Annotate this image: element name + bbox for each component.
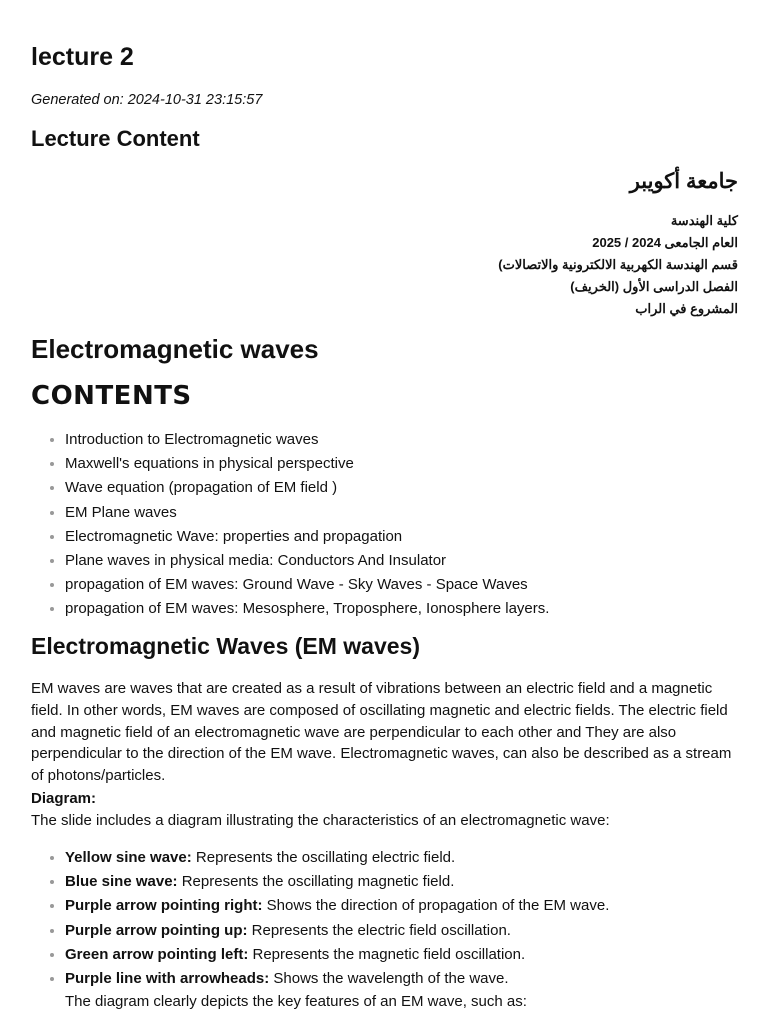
- list-item: • EM Plane waves: [65, 501, 549, 525]
- list-item: [65, 846, 609, 870]
- faculty-line: كلية الهندسة: [670, 213, 738, 228]
- contents-heading: CONTENTS: [31, 381, 192, 411]
- list-item: • propagation of EM waves: Ground Wave - Sky Waves - Space Waves: [65, 573, 549, 597]
- list-item: • propagation of EM waves: Mesosphere, Troposphere, Ionosphere layers.: [65, 597, 549, 621]
- list-item: • Wave equation (propagation of EM field ): [65, 476, 549, 500]
- list-item: [65, 894, 609, 918]
- feature-term: Yellow sine wave:: [65, 849, 192, 866]
- diagram-description: The slide includes a diagram illustrating the characteristics of an electromagnetic wave:: [31, 812, 610, 829]
- feature-desc: Shows the wavelength of the wave.: [269, 970, 509, 988]
- document-title: lecture 2: [31, 43, 134, 71]
- list-item: [65, 967, 609, 1013]
- em-description-paragraph: EM waves are waves that are created as a result of vibrations between an electric field and a magnetic field. In other words, EM waves are composed of oscillating magnetic and electric fields. The electric field and magnetic field of an electromagnetic wave are perpendicular to each other and They are also perpendicular to the direction of the EM wave. Electromagnetic waves, can also be described as a stream of photons/particles.: [31, 680, 732, 785]
- list-item: [65, 943, 609, 967]
- feature-desc: Represents the oscillating electric field.: [191, 849, 456, 866]
- diagram-features-list: [31, 846, 609, 1013]
- feature-desc: Represents the magnetic field oscillation.: [248, 945, 526, 963]
- list-item: • Plane waves in physical media: Conductors And Insulator: [65, 549, 549, 573]
- university-header: [31, 168, 738, 320]
- academic-year-line: العام الجامعى 2024 / 2025: [592, 235, 738, 250]
- list-item: • Electromagnetic Wave: properties and propagation: [65, 525, 549, 549]
- feature-desc: Represents the electric field oscillation.: [247, 921, 511, 939]
- feature-term: Purple line with arrowheads:: [65, 970, 270, 988]
- feature-term: Green arrow pointing left:: [65, 945, 249, 963]
- feature-note: The diagram clearly depicts the key features of an EM wave, such as:: [65, 993, 527, 1011]
- diagram-label: Diagram:: [31, 790, 97, 807]
- feature-desc: Shows the direction of propagation of the EM wave.: [262, 897, 610, 915]
- feature-desc: Represents the oscillating magnetic field.: [177, 873, 455, 891]
- list-item: • Maxwell's equations in physical perspective: [65, 452, 549, 476]
- contents-list: [31, 428, 549, 622]
- department-line: قسم الهندسة الكهربية الالكترونية والاتصالات): [498, 257, 738, 272]
- semester-line: الفصل الدراسى الأول (الخريف): [570, 279, 738, 294]
- feature-term: Purple arrow pointing up:: [65, 921, 248, 939]
- university-info: [31, 210, 738, 320]
- section-heading-lecture-content: Lecture Content: [31, 126, 200, 151]
- university-name: جامعة أكويبر: [629, 170, 738, 193]
- main-title: Electromagnetic waves: [31, 334, 319, 364]
- list-item: • Introduction to Electromagnetic waves: [65, 428, 549, 452]
- feature-term: Blue sine wave:: [65, 873, 178, 891]
- section-heading-em-waves: Electromagnetic Waves (EM waves): [31, 633, 421, 659]
- list-item: [65, 919, 609, 943]
- feature-term: Purple arrow pointing right:: [65, 897, 263, 915]
- list-item: [65, 870, 609, 894]
- course-line: المشروع في الراب: [635, 301, 738, 316]
- generated-timestamp: Generated on: 2024-10-31 23:15:57: [31, 92, 263, 108]
